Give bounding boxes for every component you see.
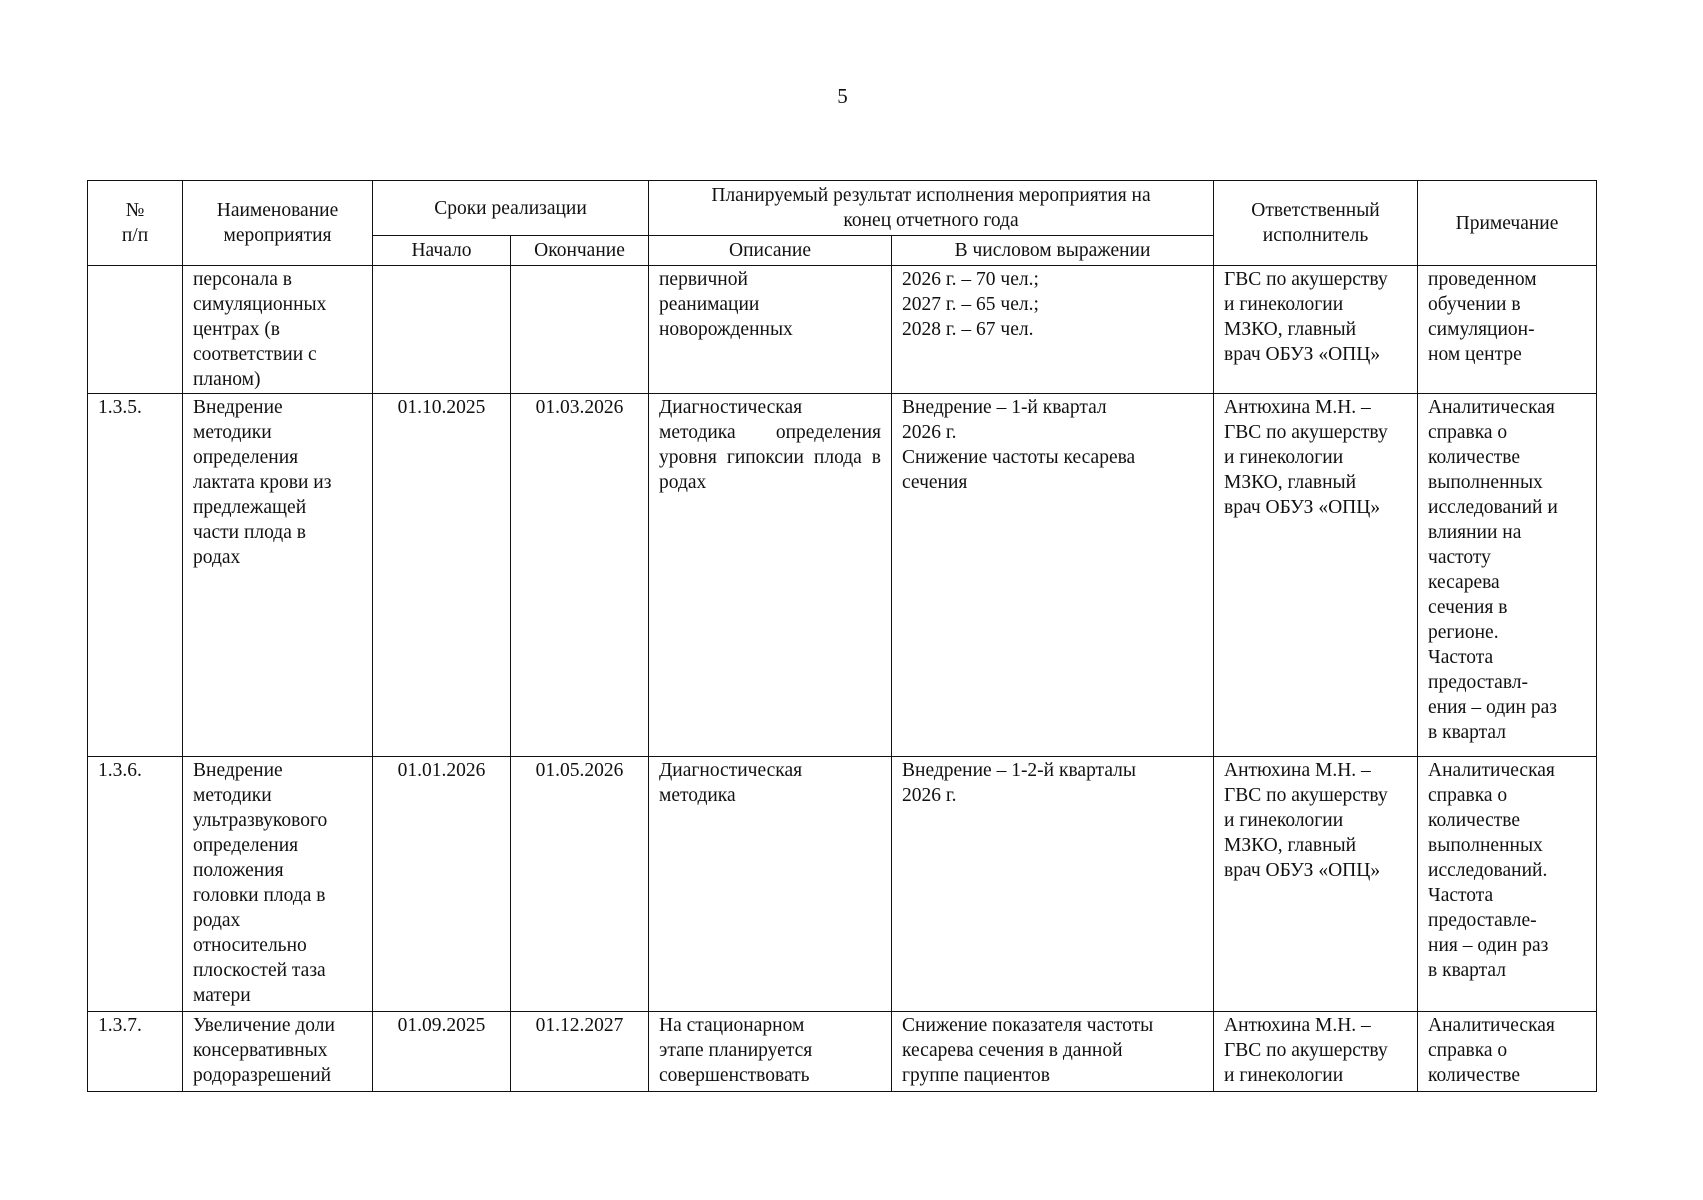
- header-end: Окончание: [511, 236, 649, 266]
- row-end: 01.12.2027: [511, 1012, 649, 1092]
- row-start: 01.10.2025: [373, 394, 511, 757]
- header-num: № п/п: [88, 181, 183, 266]
- header-note: Примечание: [1418, 181, 1597, 266]
- row-numeric: 2026 г. – 70 чел.; 2027 г. – 65 чел.; 2028 г. – 67 чел.: [892, 266, 1214, 394]
- header-name: Наименование мероприятия: [183, 181, 373, 266]
- row-numeric: Внедрение – 1-й квартал 2026 г. Снижение частоты кесарева сечения: [892, 394, 1214, 757]
- header-start: Начало: [373, 236, 511, 266]
- plan-table: [87, 180, 1597, 1092]
- row-description: Диагностическая методика определения уровня гипоксии плода в родах: [649, 394, 892, 757]
- row-responsible: Антюхина М.Н. – ГВС по акушерству и гинекологии МЗКО, главный врач ОБУЗ «ОПЦ»: [1214, 757, 1418, 1012]
- row-start: 01.09.2025: [373, 1012, 511, 1092]
- header-responsible: Ответственный исполнитель: [1214, 181, 1418, 266]
- row-note: Аналитическая справка о количестве выполненных исследований. Частота предоставле- ния – один раз в квартал: [1418, 757, 1597, 1012]
- row-description: На стационарном этапе планируется совершенствовать: [649, 1012, 892, 1092]
- table-row: [88, 757, 1597, 1012]
- row-description: Диагностическая методика: [649, 757, 892, 1012]
- row-note: Аналитическая справка о количестве выполненных исследований и влиянии на частоту кесарева сечения в регионе. Частота предоставл- ения – один раз в квартал: [1418, 394, 1597, 757]
- row-note: Аналитическая справка о количестве: [1418, 1012, 1597, 1092]
- row-num: 1.3.5.: [88, 394, 183, 757]
- row-name: Внедрение методики определения лактата крови из предлежащей части плода в родах: [183, 394, 373, 757]
- header-terms: Сроки реализации: [373, 181, 649, 236]
- row-note: проведенном обучении в симуляцион- ном центре: [1418, 266, 1597, 394]
- row-name: Увеличение доли консервативных родоразрешений: [183, 1012, 373, 1092]
- row-end: 01.05.2026: [511, 757, 649, 1012]
- header-result: Планируемый результат исполнения мероприятия на конец отчетного года: [649, 181, 1214, 236]
- header-numeric: В числовом выражении: [892, 236, 1214, 266]
- row-responsible: ГВС по акушерству и гинекологии МЗКО, главный врач ОБУЗ «ОПЦ»: [1214, 266, 1418, 394]
- table-row: [88, 266, 1597, 394]
- row-name: персонала в симуляционных центрах (в соответствии с планом): [183, 266, 373, 394]
- table-row: [88, 1012, 1597, 1092]
- row-description: первичной реанимации новорожденных: [649, 266, 892, 394]
- row-name: Внедрение методики ультразвукового определения положения головки плода в родах относительно плоскостей таза матери: [183, 757, 373, 1012]
- row-responsible: Антюхина М.Н. – ГВС по акушерству и гинекологии: [1214, 1012, 1418, 1092]
- row-numeric: Снижение показателя частоты кесарева сечения в данной группе пациентов: [892, 1012, 1214, 1092]
- row-numeric: Внедрение – 1-2-й кварталы 2026 г.: [892, 757, 1214, 1012]
- page-number: 5: [837, 84, 848, 108]
- row-num: 1.3.6.: [88, 757, 183, 1012]
- row-num: 1.3.7.: [88, 1012, 183, 1092]
- header-description: Описание: [649, 236, 892, 266]
- row-num: [88, 266, 183, 394]
- row-start: 01.01.2026: [373, 757, 511, 1012]
- row-responsible: Антюхина М.Н. – ГВС по акушерству и гинекологии МЗКО, главный врач ОБУЗ «ОПЦ»: [1214, 394, 1418, 757]
- row-start: [373, 266, 511, 394]
- row-end: [511, 266, 649, 394]
- row-end: 01.03.2026: [511, 394, 649, 757]
- table-row: [88, 394, 1597, 757]
